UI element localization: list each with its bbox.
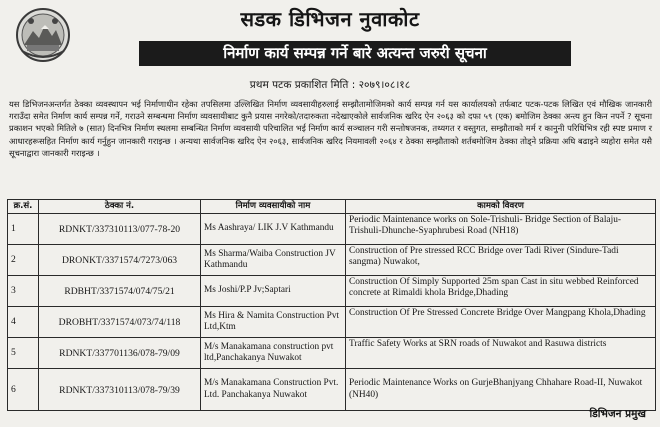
- cell-work-description: Periodic Maintenance works on Sole-Trishuli- Bridge Section of Balaju-Trishuli-Dhunche-Syaphrubesi Road (NH18): [346, 214, 656, 245]
- header-serial: क्र.सं.: [8, 200, 39, 214]
- table-row: [8, 338, 656, 369]
- notice-banner: निर्माण कार्य सम्पन्न गर्ने बारे अत्यन्त जरुरी सूचना: [139, 41, 571, 66]
- table-row: [8, 369, 656, 411]
- cell-contract-no: DROBHT/3371574/073/74/118: [39, 307, 201, 338]
- cell-contractor: Ms Aashraya/ LIK J.V Kathmandu: [201, 214, 346, 245]
- cell-contractor: M/s Manakamana construction pvt ltd,Panchakanya Nuwakot: [201, 338, 346, 369]
- cell-work-description: Traffic Safety Works at SRN roads of Nuwakot and Rasuwa districts: [346, 338, 656, 369]
- table-header-row: [8, 200, 656, 214]
- cell-contract-no: RDNKT/337310113/078-79/39: [39, 369, 201, 411]
- cell-contractor: Ms Sharma/Waiba Construction JV Kathmandu: [201, 245, 346, 276]
- notice-body: यस डिभिजनअन्तर्गत ठेक्का व्यवस्थापन भई निर्माणाधीन रहेका तपसिलमा उल्लिखित निर्माण व्यवसायीहरुलाई सम्झौतामोजिमको कार्य सम्पन्न गर्न यस कार्यालयको तर्फबाट पटक-पटक लिखित एवं मौखिक जानकारी गराउँदा समेत निर्माण कार्य सम्पन्न गर्ने, गराउने सम्बन्धमा निर्माण व्यवसायीबाट कुनै प्रयास नगरेको/तदारुकता नदेखाएकोले सार्वजनिक खरिद ऐन २०६३ को दफा ५९ (एक) बमोजिम ठेक्का अन्त्य हुन किन नपर्ने ? सूचना प्रकाशन भएको मितिले ७ (सात) दिनभित्र निर्माण स्थलमा सम्बन्धित निर्माण व्यवसायी परिचालित भई निर्माण कार्य सञ्चालन गरी सन्तोषजनक, तथ्यगत र वस्तुगत, सम्झौताको मर्म र कानुनी परिधिभित्र रही स्पष्ट प्रमाण र आधारहरूसहित निर्माण कार्य गर्नुहुन जानकारी गराइन्छ । अन्यथा सार्वजनिक खरिद ऐन २०६३, सार्वजनिक खरिद नियमावली २०६४ र ठेक्का सम्झौताको शर्तबमोजिम ठेक्का तोड्ने प्रक्रिया अघि बढाइने व्यहोरा समेत यसै सूचनाद्वारा जानकारी गराइन्छ ।: [9, 99, 652, 158]
- cell-contractor: M/s Manakamana Construction Pvt. Ltd. Panchakanya Nuwakot: [201, 369, 346, 411]
- signature-title: डिभिजन प्रमुख: [589, 408, 646, 420]
- page-title: सडक डिभिजन नुवाकोट: [240, 7, 420, 31]
- cell-serial: 4: [8, 307, 39, 338]
- table-row: [8, 214, 656, 245]
- table-row: [8, 276, 656, 307]
- table-row: [8, 245, 656, 276]
- cell-work-description: Construction of Pre stressed RCC Bridge over Tadi River (Sindure-Tadi sangma) Nuwakot,: [346, 245, 656, 276]
- publication-date: प्रथम पटक प्रकाशित मिति : २०७९।०८।१८: [249, 79, 411, 91]
- cell-serial: 2: [8, 245, 39, 276]
- cell-contract-no: RDNKT/337310113/077-78-20: [39, 214, 201, 245]
- cell-serial: 5: [8, 338, 39, 369]
- cell-contract-no: RDBHT/3371574/074/75/21: [39, 276, 201, 307]
- table-row: [8, 307, 656, 338]
- cell-work-description: Construction Of Simply Supported 25m span Cast in situ webbed Reinforced concrete at Rimaldi khola Bridge,Dhading: [346, 276, 656, 307]
- header-contractor: निर्माण व्यवसायीको नाम: [201, 200, 346, 214]
- cell-contract-no: RDNKT/337701136/078-79/09: [39, 338, 201, 369]
- cell-serial: 3: [8, 276, 39, 307]
- cell-serial: 1: [8, 214, 39, 245]
- cell-contractor: Ms Hira & Namita Construction Pvt Ltd,Ktm: [201, 307, 346, 338]
- header-contract-no: ठेक्का नं.: [39, 200, 201, 214]
- header-work-description: कामको विवरण: [346, 200, 656, 214]
- contracts-table: [7, 199, 656, 411]
- cell-serial: 6: [8, 369, 39, 411]
- cell-work-description: Construction Of Pre Stressed Concrete Bridge Over Mangpang Khola,Dhading: [346, 307, 656, 338]
- cell-contractor: Ms Joshi/P.P Jv;Saptari: [201, 276, 346, 307]
- cell-work-description: Periodic Maintenance Works on GurjeBhanjyang Chhahare Road-II, Nuwakot (NH40): [346, 369, 656, 411]
- cell-contract-no: DRONKT/3371574/7273/063: [39, 245, 201, 276]
